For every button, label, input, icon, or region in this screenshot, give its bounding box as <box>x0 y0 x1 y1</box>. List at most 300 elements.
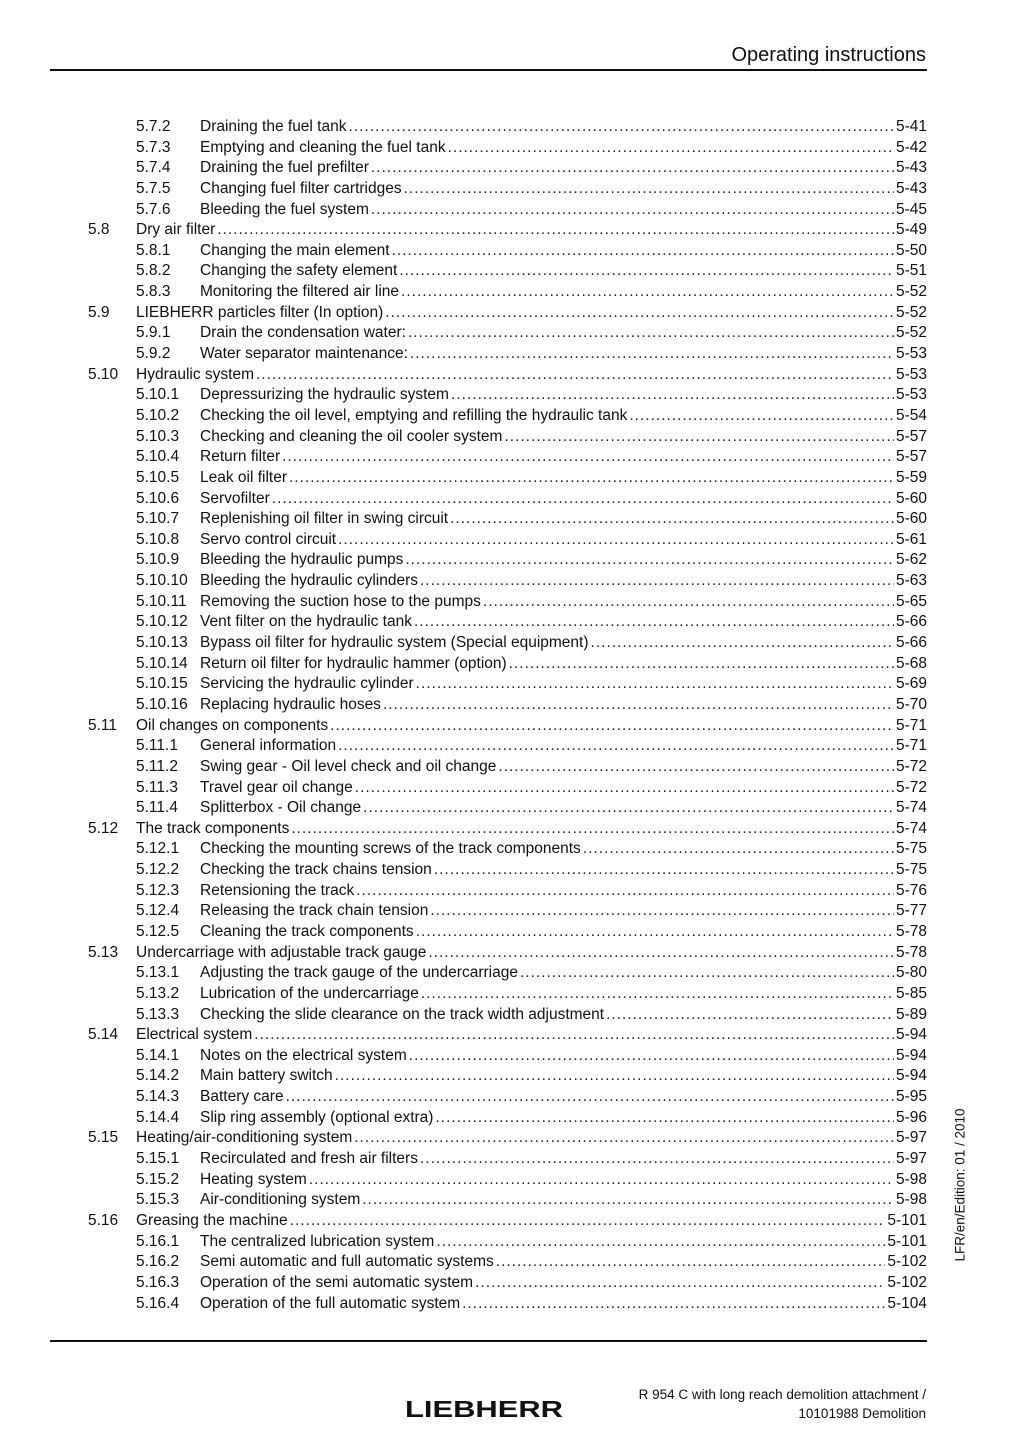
toc-entry-number: 5.11.4 <box>136 799 178 817</box>
toc-entry-page: 5-80 <box>895 964 927 982</box>
footer-doc-line: 10101988 Demolition <box>798 1406 926 1421</box>
toc-entry-page: 5-75 <box>895 840 927 858</box>
toc-entry-page: 5-95 <box>895 1088 927 1106</box>
toc-entry-line <box>200 344 927 365</box>
toc-entry-title: Servo control circuit <box>200 530 337 548</box>
toc-entry[interactable] <box>88 323 927 344</box>
toc-entry[interactable] <box>88 303 927 324</box>
toc-entry-number: 5.10.4 <box>136 448 180 466</box>
toc-entry-page: 5-77 <box>895 902 927 920</box>
toc-entry-number: 5.16.1 <box>136 1232 180 1250</box>
toc-entry-line <box>200 633 927 654</box>
toc-entry-line <box>200 654 927 675</box>
toc-entry[interactable] <box>88 963 927 984</box>
toc-entry[interactable] <box>88 1046 927 1067</box>
toc-dot-leader <box>385 303 894 324</box>
toc-entry[interactable] <box>88 571 927 592</box>
toc-entry-number: 5.10.6 <box>136 489 180 507</box>
toc-entry-title: Water separator maintenance: <box>200 345 408 363</box>
toc-entry-line <box>200 406 927 427</box>
toc-entry[interactable] <box>88 1108 927 1129</box>
toc-entry-number: 5.12.4 <box>136 902 180 920</box>
toc-dot-leader <box>330 716 894 737</box>
toc-dot-leader <box>217 220 894 241</box>
toc-entry[interactable] <box>88 860 927 881</box>
toc-entry-title: Semi automatic and full automatic systems <box>200 1253 494 1271</box>
toc-entry-page: 5-62 <box>895 551 927 569</box>
toc-dot-leader <box>282 447 894 468</box>
toc-entry-number: 5.8.1 <box>136 241 171 259</box>
toc-entry-title: Adjusting the track gauge of the undercarriage <box>200 964 518 982</box>
toc-dot-leader <box>451 385 894 406</box>
toc-dot-leader <box>475 1273 885 1294</box>
toc-entry[interactable] <box>88 1211 927 1232</box>
toc-entry-number: 5.10.15 <box>136 675 188 693</box>
toc-dot-leader <box>338 736 894 757</box>
toc-entry-line <box>200 489 927 510</box>
toc-entry-line <box>200 550 927 571</box>
toc-entry-title: Lubrication of the undercarriage <box>200 984 419 1002</box>
toc-entry-title: Bleeding the hydraulic pumps <box>200 551 404 569</box>
toc-entry-page: 5-54 <box>895 406 927 424</box>
toc-entry-line <box>200 1273 927 1294</box>
toc-entry-page: 5-72 <box>895 757 927 775</box>
toc-entry-page: 5-53 <box>895 365 927 383</box>
toc-entry[interactable] <box>88 674 927 695</box>
toc-entry-page: 5-60 <box>895 510 927 528</box>
toc-entry[interactable] <box>88 633 927 654</box>
toc-entry-page: 5-71 <box>895 716 927 734</box>
toc-entry-line <box>136 943 927 964</box>
toc-entry-line <box>200 612 927 633</box>
toc-entry[interactable] <box>88 881 927 902</box>
toc-entry-page: 5-66 <box>895 634 927 652</box>
toc-entry-number: 5.10.3 <box>136 427 180 445</box>
toc-entry[interactable] <box>88 365 927 386</box>
toc-entry-page: 5-69 <box>895 675 927 693</box>
toc-entry[interactable] <box>88 757 927 778</box>
toc-entry-line <box>136 303 927 324</box>
toc-dot-leader <box>291 819 894 840</box>
toc-entry[interactable] <box>88 200 927 221</box>
toc-entry-title: Oil changes on components <box>136 716 329 734</box>
toc-entry[interactable] <box>88 1294 927 1315</box>
toc-entry[interactable] <box>88 922 927 943</box>
toc-entry-number: 5.14 <box>88 1026 119 1044</box>
toc-entry-page: 5-45 <box>895 200 927 218</box>
toc-entry-title: The centralized lubrication system <box>200 1232 435 1250</box>
toc-entry[interactable] <box>88 839 927 860</box>
toc-entry-line <box>200 117 927 138</box>
toc-entry-number: 5.12.3 <box>136 881 180 899</box>
toc-dot-leader <box>338 530 894 551</box>
toc-entry-number: 5.9 <box>88 303 110 321</box>
toc-entry-title: Travel gear oil change <box>200 778 353 796</box>
toc-entry-page: 5-42 <box>895 138 927 156</box>
toc-dot-leader <box>256 365 894 386</box>
toc-dot-leader <box>399 261 894 282</box>
toc-entry-number: 5.16.3 <box>136 1273 180 1291</box>
toc-entry-title: Bleeding the fuel system <box>200 200 369 218</box>
toc-entry-page: 5-53 <box>895 386 927 404</box>
toc-dot-leader <box>420 571 894 592</box>
toc-entry[interactable] <box>88 1190 927 1211</box>
toc-entry[interactable] <box>88 406 927 427</box>
toc-entry-page: 5-52 <box>895 283 927 301</box>
toc-entry[interactable] <box>88 592 927 613</box>
toc-entry-title: Checking the oil level, emptying and refilling the hydraulic tank <box>200 406 628 424</box>
toc-entry[interactable] <box>88 1005 927 1026</box>
toc-entry-number: 5.9.1 <box>136 324 171 342</box>
toc-entry-number: 5.16.4 <box>136 1294 180 1312</box>
toc-entry[interactable] <box>88 220 927 241</box>
toc-entry-page: 5-102 <box>887 1273 927 1291</box>
toc-entry-title: Vent filter on the hydraulic tank <box>200 613 412 631</box>
toc-entry[interactable] <box>88 468 927 489</box>
toc-entry-page: 5-51 <box>895 262 927 280</box>
toc-entry-page: 5-97 <box>895 1150 927 1168</box>
toc-entry-line <box>200 1108 927 1129</box>
toc-entry-page: 5-98 <box>895 1191 927 1209</box>
toc-entry-line <box>200 530 927 551</box>
toc-dot-leader <box>483 592 894 613</box>
toc-entry-line <box>200 984 927 1005</box>
toc-entry-number: 5.10.1 <box>136 386 180 404</box>
toc-entry[interactable] <box>88 385 927 406</box>
toc-entry-line <box>136 365 927 386</box>
toc-dot-leader <box>583 839 894 860</box>
toc-entry-page: 5-89 <box>895 1005 927 1023</box>
toc-entry-page: 5-96 <box>895 1108 927 1126</box>
toc-entry-title: Swing gear - Oil level check and oil change <box>200 757 497 775</box>
toc-entry-number: 5.7.3 <box>136 138 171 156</box>
toc-entry-line <box>200 839 927 860</box>
toc-dot-leader <box>408 323 894 344</box>
toc-entry-number: 5.10.11 <box>136 592 187 610</box>
toc-entry-number: 5.9.2 <box>136 345 171 363</box>
toc-entry-number: 5.14.4 <box>136 1108 180 1126</box>
toc-entry[interactable] <box>88 282 927 303</box>
toc-entry[interactable] <box>88 530 927 551</box>
toc-entry-number: 5.13.1 <box>136 964 180 982</box>
toc-entry[interactable] <box>88 241 927 262</box>
toc-entry-page: 5-98 <box>895 1170 927 1188</box>
toc-entry-line <box>200 922 927 943</box>
toc-dot-leader <box>371 200 894 221</box>
toc-entry-title: Dry air filter <box>136 221 216 239</box>
toc-entry-page: 5-78 <box>895 922 927 940</box>
toc-entry[interactable] <box>88 1273 927 1294</box>
toc-entry-title: Bypass oil filter for hydraulic system (Special equipment) <box>200 634 589 652</box>
toc-entry[interactable] <box>88 612 927 633</box>
toc-entry[interactable] <box>88 1252 927 1273</box>
toc-entry-title: Return filter <box>200 448 281 466</box>
toc-dot-leader <box>434 860 894 881</box>
toc-entry-number: 5.11.2 <box>136 757 178 775</box>
toc-dot-leader <box>363 798 894 819</box>
toc-entry-title: Replenishing oil filter in swing circuit <box>200 510 449 528</box>
toc-entry-line <box>200 1087 927 1108</box>
toc-entry[interactable] <box>88 261 927 282</box>
toc-entry-line <box>200 674 927 695</box>
toc-entry-number: 5.10.14 <box>136 654 188 672</box>
toc-dot-leader <box>450 509 894 530</box>
toc-entry[interactable] <box>88 798 927 819</box>
toc-entry-title: Changing the main element <box>200 241 390 259</box>
toc-entry-page: 5-70 <box>895 695 927 713</box>
toc-entry-line <box>200 778 927 799</box>
toc-entry-line <box>200 1252 927 1273</box>
toc-entry-title: Draining the fuel tank <box>200 118 347 135</box>
toc-entry-line <box>200 1232 927 1253</box>
toc-entry-number: 5.12 <box>88 819 119 837</box>
toc-entry-line <box>200 1170 927 1191</box>
toc-entry-title: Operation of the semi automatic system <box>200 1273 474 1291</box>
toc-entry[interactable] <box>88 427 927 448</box>
toc-entry[interactable] <box>88 489 927 510</box>
liebherr-logo-text: LIEBHERR <box>405 1397 564 1421</box>
toc-entry-number: 5.15.2 <box>136 1170 180 1188</box>
toc-entry-line <box>200 385 927 406</box>
page-title: Operating instructions <box>731 44 926 66</box>
toc-entry-line <box>200 200 927 221</box>
toc-entry-page: 5-49 <box>895 221 927 239</box>
toc-entry-title: Releasing the track chain tension <box>200 902 429 920</box>
toc-entry-title: Checking the track chains tension <box>200 861 432 879</box>
toc-entry-number: 5.12.2 <box>136 861 180 879</box>
toc-entry-number: 5.8 <box>88 221 110 239</box>
toc-entry[interactable] <box>88 179 927 200</box>
toc-dot-leader <box>416 922 894 943</box>
toc-entry-title: Cleaning the track components <box>200 922 414 940</box>
toc-entry[interactable] <box>88 778 927 799</box>
toc-entry-line <box>200 261 927 282</box>
footer-model-line: R 954 C with long reach demolition attachment / <box>638 1387 926 1402</box>
toc-entry-title: Leak oil filter <box>200 468 288 486</box>
toc-entry-page: 5-71 <box>895 737 927 755</box>
toc-entry-number: 5.10.7 <box>136 510 180 528</box>
toc-entry-page: 5-65 <box>895 592 927 610</box>
toc-entry[interactable] <box>88 158 927 179</box>
toc-entry-page: 5-97 <box>895 1129 927 1147</box>
toc-entry-number: 5.10.16 <box>136 695 188 713</box>
toc-entry-page: 5-94 <box>895 1067 927 1085</box>
footer-divider <box>50 1340 927 1342</box>
toc-entry-number: 5.10.10 <box>136 572 188 590</box>
toc-dot-leader <box>504 427 894 448</box>
toc-dot-leader <box>356 881 894 902</box>
toc-entry-page: 5-53 <box>895 345 927 363</box>
toc-entry-page: 5-61 <box>895 530 927 548</box>
toc-entry-line <box>200 963 927 984</box>
toc-entry-line <box>136 1025 927 1046</box>
toc-dot-leader <box>254 1025 894 1046</box>
toc-entry-line <box>136 819 927 840</box>
toc-entry-page: 5-57 <box>895 448 927 466</box>
toc-entry-title: Recirculated and fresh air filters <box>200 1150 418 1168</box>
toc-entry-number: 5.10 <box>88 365 119 383</box>
toc-dot-leader <box>354 1128 894 1149</box>
toc-entry[interactable] <box>88 1025 927 1046</box>
toc-entry-title: Operation of the full automatic system <box>200 1294 461 1312</box>
toc-dot-leader <box>404 179 894 200</box>
toc-entry-line <box>136 220 927 241</box>
toc-entry[interactable] <box>88 695 927 716</box>
toc-entry-number: 5.13 <box>88 943 119 961</box>
toc-dot-leader <box>405 550 894 571</box>
toc-entry-title: Drain the condensation water: <box>200 324 406 342</box>
toc-entry-line <box>200 427 927 448</box>
toc-entry-page: 5-63 <box>895 572 927 590</box>
toc-entry-title: Depressurizing the hydraulic system <box>200 386 449 404</box>
toc-entry-line <box>136 1128 927 1149</box>
toc-dot-leader <box>428 943 894 964</box>
toc-dot-leader <box>436 1232 885 1253</box>
toc-entry[interactable] <box>88 654 927 675</box>
toc-entry-page: 5-76 <box>895 881 927 899</box>
toc-entry-title: Heating/air-conditioning system <box>136 1129 353 1147</box>
toc-entry-line <box>200 860 927 881</box>
toc-entry-line <box>200 901 927 922</box>
toc-dot-leader <box>289 468 894 489</box>
toc-dot-leader <box>498 757 894 778</box>
toc-dot-leader <box>448 138 894 159</box>
toc-dot-leader <box>335 1066 894 1087</box>
toc-dot-leader <box>410 344 894 365</box>
toc-dot-leader <box>420 1149 894 1170</box>
toc-entry[interactable] <box>88 984 927 1005</box>
toc-entry[interactable] <box>88 819 927 840</box>
toc-entry-line <box>200 282 927 303</box>
toc-entry-title: Replacing hydraulic hoses <box>200 695 381 713</box>
liebherr-logo-mark <box>403 1397 565 1421</box>
toc-dot-leader <box>520 963 894 984</box>
toc-entry-page: 5-102 <box>887 1253 927 1271</box>
liebherr-logo <box>403 1397 565 1421</box>
toc-entry-page: 5-60 <box>895 489 927 507</box>
toc-entry-title: Main battery switch <box>200 1067 333 1085</box>
toc-entry[interactable] <box>88 901 927 922</box>
toc-entry-line <box>200 1294 927 1315</box>
toc-entry-page: 5-52 <box>895 324 927 342</box>
toc-entry-page: 5-68 <box>895 654 927 672</box>
toc-entry-line <box>136 1211 927 1232</box>
toc-dot-leader <box>286 1087 894 1108</box>
toc-entry-line <box>200 323 927 344</box>
toc-entry[interactable] <box>88 1128 927 1149</box>
toc-entry-number: 5.10.2 <box>136 406 180 424</box>
toc-entry[interactable] <box>88 1149 927 1170</box>
toc-entry-title: Bleeding the hydraulic cylinders <box>200 572 418 590</box>
toc-entry-number: 5.10.9 <box>136 551 180 569</box>
toc-entry-line <box>200 138 927 159</box>
table-of-contents <box>88 117 927 1314</box>
toc-entry-number: 5.12.1 <box>136 840 180 858</box>
toc-entry-title: Greasing the machine <box>136 1211 288 1229</box>
toc-entry[interactable] <box>88 509 927 530</box>
toc-entry-title: General information <box>200 737 337 755</box>
toc-entry-title: Air-conditioning system <box>200 1191 361 1209</box>
toc-dot-leader <box>435 1108 894 1129</box>
toc-entry-page: 5-41 <box>895 118 927 135</box>
toc-dot-leader <box>309 1170 894 1191</box>
toc-entry-title: Heating system <box>200 1170 307 1188</box>
toc-entry-title: Electrical system <box>136 1026 253 1044</box>
toc-entry-title: Retensioning the track <box>200 881 355 899</box>
toc-entry[interactable] <box>88 138 927 159</box>
toc-entry-page: 5-94 <box>895 1026 927 1044</box>
toc-entry[interactable] <box>88 1170 927 1191</box>
toc-entry-title: Notes on the electrical system <box>200 1046 407 1064</box>
toc-entry-number: 5.13.3 <box>136 1005 180 1023</box>
toc-dot-leader <box>272 489 894 510</box>
toc-entry[interactable] <box>88 550 927 571</box>
toc-entry-number: 5.7.4 <box>136 159 171 177</box>
toc-entry-line <box>200 179 927 200</box>
toc-entry-page: 5-50 <box>895 241 927 259</box>
toc-dot-leader <box>383 695 894 716</box>
toc-entry-title: Emptying and cleaning the fuel tank <box>200 138 446 156</box>
toc-entry-page: 5-101 <box>887 1232 927 1250</box>
toc-entry[interactable] <box>88 736 927 757</box>
toc-entry-title: Checking the mounting screws of the track components <box>200 840 581 858</box>
toc-entry-line <box>200 1190 927 1211</box>
toc-dot-leader <box>290 1211 886 1232</box>
toc-entry-title: Battery care <box>200 1088 284 1106</box>
toc-entry-page: 5-94 <box>895 1046 927 1064</box>
toc-entry-title: Slip ring assembly (optional extra) <box>200 1108 434 1126</box>
toc-entry-number: 5.8.3 <box>136 283 171 301</box>
toc-dot-leader <box>371 158 894 179</box>
toc-entry-page: 5-104 <box>887 1294 927 1312</box>
toc-entry-line <box>200 757 927 778</box>
toc-entry-title: Changing the safety element <box>200 262 398 280</box>
toc-entry-page: 5-74 <box>895 799 927 817</box>
toc-entry-title: LIEBHERR particles filter (In option) <box>136 303 384 321</box>
toc-entry[interactable] <box>88 117 927 138</box>
toc-dot-leader <box>509 654 894 675</box>
toc-entry-line <box>200 592 927 613</box>
toc-entry-title: Draining the fuel prefilter <box>200 159 369 177</box>
toc-entry-line <box>200 241 927 262</box>
toc-entry-line <box>200 447 927 468</box>
toc-entry-page: 5-59 <box>895 468 927 486</box>
toc-entry[interactable] <box>88 1232 927 1253</box>
toc-entry[interactable] <box>88 943 927 964</box>
toc-entry-number: 5.10.8 <box>136 530 180 548</box>
toc-entry-line <box>200 509 927 530</box>
header-divider <box>50 69 927 71</box>
toc-entry-page: 5-43 <box>895 159 927 177</box>
toc-entry-line <box>200 571 927 592</box>
toc-entry[interactable] <box>88 716 927 737</box>
toc-entry-line <box>200 468 927 489</box>
toc-entry-line <box>200 736 927 757</box>
toc-entry[interactable] <box>88 344 927 365</box>
toc-entry-title: The track components <box>136 819 290 837</box>
toc-entry-title: Servofilter <box>200 489 270 507</box>
toc-entry-number: 5.14.1 <box>136 1046 180 1064</box>
toc-entry-number: 5.14.2 <box>136 1067 180 1085</box>
toc-dot-leader <box>496 1252 886 1273</box>
toc-dot-leader <box>362 1190 894 1211</box>
toc-entry[interactable] <box>88 447 927 468</box>
toc-entry[interactable] <box>88 1066 927 1087</box>
toc-entry-title: Hydraulic system <box>136 365 254 383</box>
toc-entry[interactable] <box>88 1087 927 1108</box>
toc-dot-leader <box>462 1294 885 1315</box>
toc-entry-line <box>200 1005 927 1026</box>
